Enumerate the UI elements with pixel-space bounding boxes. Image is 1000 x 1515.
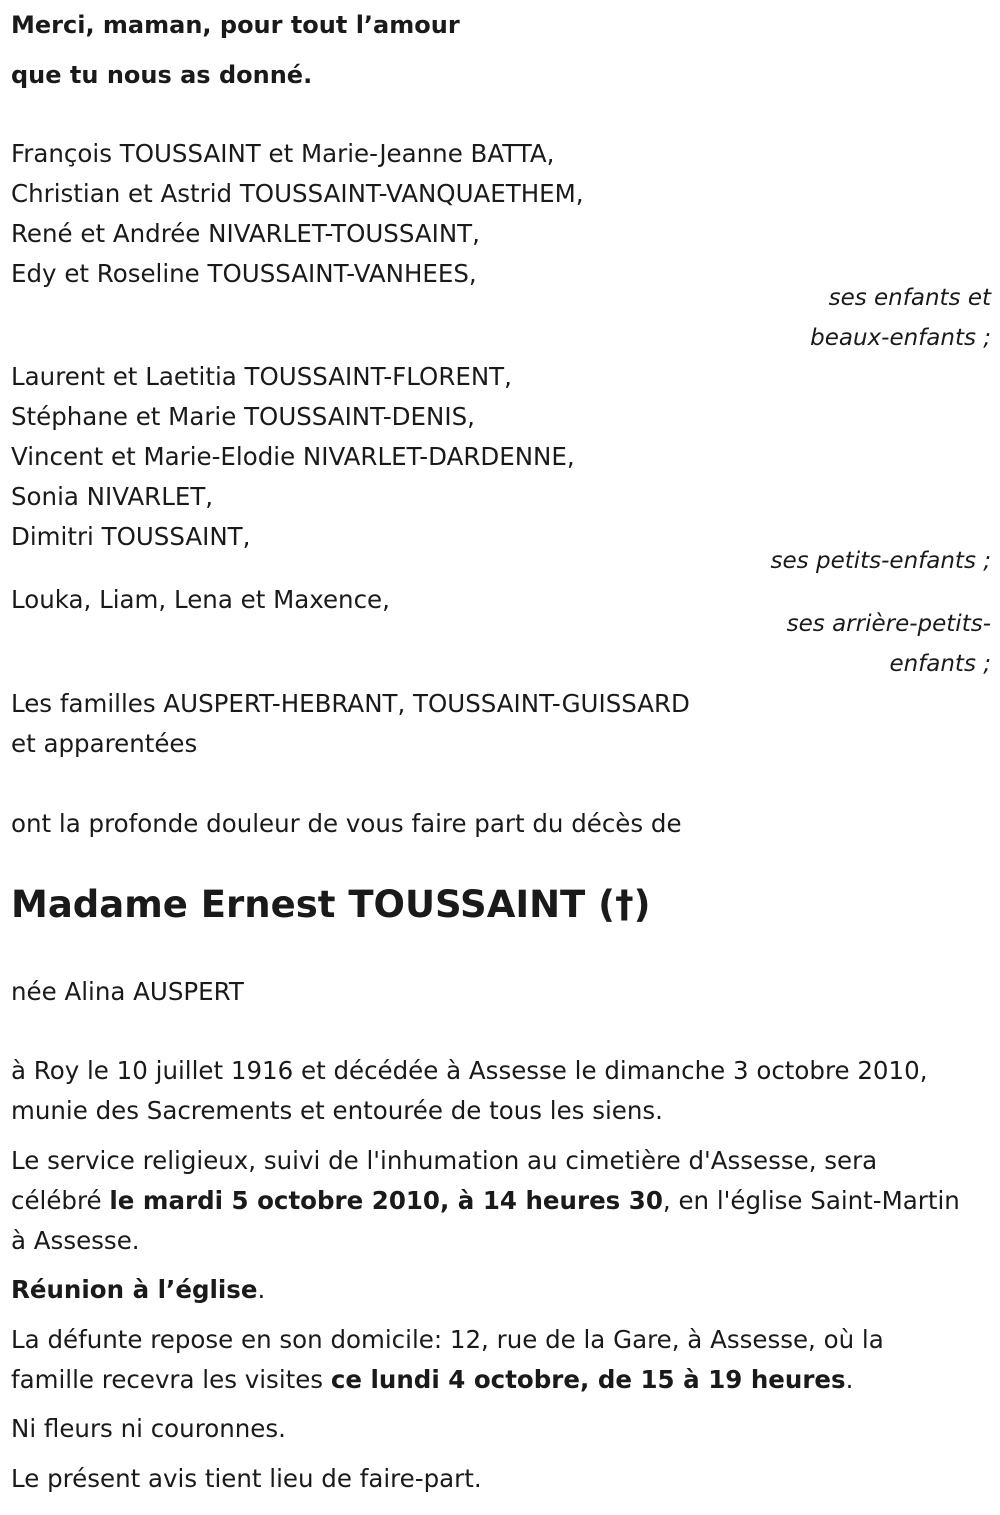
service-line-2-prefix: célébré — [11, 1186, 110, 1215]
children-role-line-1: ses enfants et — [828, 285, 991, 311]
grandchildren-role: ses petits-enfants ; — [770, 548, 991, 574]
service-line-1: Le service religieux, suivi de l'inhumation au cimetière d'Assesse, sera — [11, 1146, 878, 1175]
great-grandchildren-role-line-2: enfants ; — [889, 651, 991, 677]
announcement: ont la profonde douleur de vous faire part du décès de — [11, 809, 682, 838]
children-line-1: François TOUSSAINT et Marie-Jeanne BATTA, — [11, 139, 555, 168]
grandchildren-line-2: Stéphane et Marie TOUSSAINT-DENIS, — [11, 402, 475, 431]
great-grandchildren-role-line-1: ses arrière-petits- — [786, 611, 991, 637]
service-line-2-suffix: , en l'église Saint-Martin — [662, 1186, 960, 1215]
grandchildren-line-3: Vincent et Marie-Elodie NIVARLET-DARDENNE, — [11, 442, 575, 471]
obituary-notice — [11, 0, 991, 1515]
grandchildren-line-4: Sonia NIVARLET, — [11, 482, 214, 511]
birth-death-line-1: à Roy le 10 juillet 1916 et décédée à Assesse le dimanche 3 octobre 2010, — [11, 1056, 928, 1085]
families-line-2: et apparentées — [11, 729, 198, 758]
families-line-1: Les familles AUSPERT-HEBRANT, TOUSSAINT-GUISSARD — [11, 689, 690, 718]
visits-line-2-prefix: famille recevra les visites — [11, 1365, 331, 1394]
birth-death-line-2: munie des Sacrements et entourée de tous les siens. — [11, 1096, 663, 1125]
meeting-bold: Réunion à l’église — [11, 1275, 258, 1304]
children-line-2: Christian et Astrid TOUSSAINT-VANQUAETHEM, — [11, 179, 584, 208]
children-line-3: René et Andrée NIVARLET-TOUSSAINT, — [11, 219, 480, 248]
visits-line-2 — [11, 1365, 853, 1395]
children-line-4: Edy et Roseline TOUSSAINT-VANHEES, — [11, 259, 477, 288]
meeting-line — [11, 1275, 265, 1305]
children-role-line-2: beaux-enfants ; — [810, 325, 991, 351]
motto-line-1: Merci, maman, pour tout l’amour — [11, 11, 460, 39]
notice-line: Le présent avis tient lieu de faire-part. — [11, 1464, 482, 1493]
no-flowers: Ni fleurs ni couronnes. — [11, 1414, 286, 1443]
deceased-name: Madame Ernest TOUSSAINT (†) — [11, 883, 651, 926]
service-line-3: à Assesse. — [11, 1226, 140, 1255]
birth-name: née Alina AUSPERT — [11, 977, 244, 1006]
great-grandchildren-line: Louka, Liam, Lena et Maxence, — [11, 585, 390, 614]
motto-line-2: que tu nous as donné. — [11, 61, 313, 89]
meeting-suffix: . — [257, 1275, 266, 1304]
grandchildren-line-5: Dimitri TOUSSAINT, — [11, 522, 251, 551]
grandchildren-line-1: Laurent et Laetitia TOUSSAINT-FLORENT, — [11, 362, 512, 391]
service-line-2 — [11, 1186, 960, 1216]
visits-line-2-suffix: . — [845, 1365, 854, 1394]
visits-line-1: La défunte repose en son domicile: 12, rue de la Gare, à Assesse, où la — [11, 1325, 884, 1354]
service-date-time: le mardi 5 octobre 2010, à 14 heures 30 — [109, 1186, 663, 1215]
visits-date-time: ce lundi 4 octobre, de 15 à 19 heures — [330, 1365, 846, 1394]
